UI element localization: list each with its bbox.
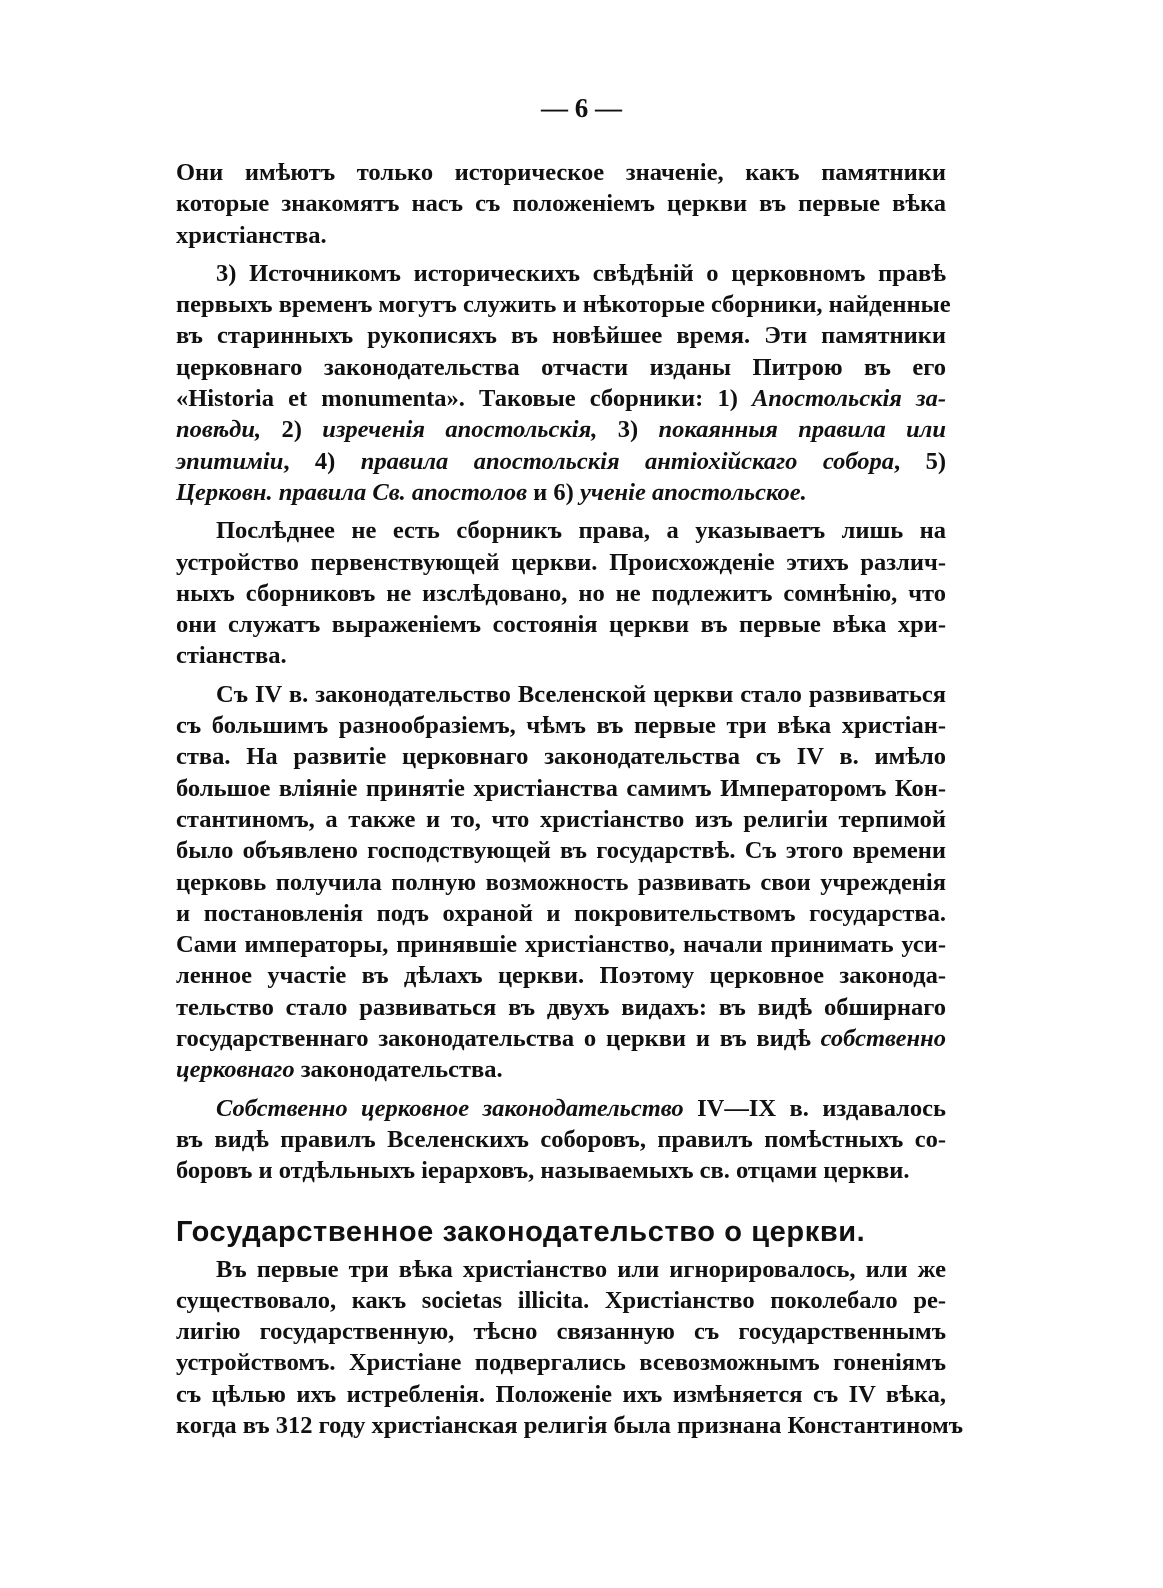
italic-run: церковнаго <box>176 1056 295 1084</box>
text-line <box>176 383 946 414</box>
italic-run: Апостольскія за- <box>751 385 947 413</box>
text-run: 2) <box>281 416 323 444</box>
text-line: въ старинныхъ рукописяхъ въ новѣйшее время. Эти памятники <box>176 322 946 350</box>
paragraph <box>176 679 946 1086</box>
text-line: съ цѣлью ихъ истребленія. Положеніе ихъ измѣняется съ IV вѣка, <box>176 1380 946 1408</box>
text-run: «Historia et monumenta». Таковые сборники: 1) <box>176 385 752 413</box>
text-line: боровъ и отдѣльныхъ іерарховъ, называемыхъ св. отцами церкви. <box>176 1157 910 1185</box>
text-line: первыхъ временъ могутъ служить и нѣкоторые сборники, найденные <box>176 291 951 319</box>
italic-run: ученіе апостольское. <box>579 478 807 506</box>
text-line <box>176 1054 946 1085</box>
text-line: существовало, какъ societas illicita. Христіанство поколебало ре- <box>176 1286 946 1314</box>
italic-run: Церковн. правила Св. апостолов <box>176 478 528 506</box>
text-line: устройствомъ. Христіане подвергались всевозможнымъ гоненіямъ <box>176 1349 946 1377</box>
text-line: 3) Источникомъ историческихъ свѣдѣній о церковномъ правѣ <box>216 259 946 287</box>
text-line: стіанства. <box>176 642 287 670</box>
text-run: , 4) <box>283 447 361 475</box>
text-run: 3) <box>617 416 659 444</box>
text-run: IV—IX в. издавалось <box>683 1094 946 1122</box>
text-line: большое вліяніе принятіе христіанства самимъ Императоромъ Кон- <box>176 774 946 802</box>
text-line: стантиномъ, а также и то, что христіанство изъ религіи терпимой <box>176 805 946 833</box>
text-run: государственнаго законодательства о церкви и въ видѣ <box>176 1025 821 1053</box>
paragraph <box>176 1093 946 1187</box>
text-line <box>176 477 946 508</box>
text-line: которые знакомятъ насъ съ положеніемъ церкви въ первые вѣка <box>176 190 946 218</box>
text-line: церковнаго законодательства отчасти изданы Питрою въ его <box>176 353 946 381</box>
text-line: Они имѣютъ только историческое значеніе, какъ памятники <box>176 159 946 186</box>
text-line: церковь получила полную возможность развивать свои учрежденія <box>176 868 946 896</box>
text-line: въ видѣ правилъ Вселенскихъ соборовъ, правилъ помѣстныхъ со- <box>176 1125 946 1153</box>
text-line: устройство первенствующей церкви. Происхожденіе этихъ различ- <box>176 548 946 576</box>
paragraph <box>176 157 946 251</box>
text-run: , 5) <box>894 447 946 475</box>
text-line: они служатъ выраженіемъ состоянія церкви въ первые вѣка хри- <box>176 611 946 639</box>
text-line: ныхъ сборниковъ не изслѣдовано, но не подлежитъ сомнѣнію, что <box>176 579 946 607</box>
italic-run: повѣди, <box>176 416 262 444</box>
paragraph <box>176 1254 964 1442</box>
paragraph <box>176 258 951 508</box>
italic-run: эпитиміи <box>176 447 284 475</box>
italic-run: правила апостольскія антіохійскаго собора <box>360 447 895 475</box>
text-line <box>176 1093 946 1124</box>
text-line <box>176 1023 946 1054</box>
text-line <box>176 414 946 445</box>
page-number: — 6 — <box>541 93 622 123</box>
text-line: лигію государственную, тѣсно связанную съ государственнымъ <box>176 1318 946 1346</box>
italic-run: Собственно церковное законодательство <box>216 1094 684 1122</box>
text-line: тельство стало развиваться въ двухъ видахъ: въ видѣ обширнаго <box>176 993 946 1021</box>
text-line <box>176 446 946 477</box>
text-line: было объявлено господствующей въ государствѣ. Съ этого времени <box>176 837 946 865</box>
section-heading: Государственное законодательство о церкви. <box>176 1215 866 1248</box>
italic-run: собственно <box>820 1025 946 1053</box>
text-line: Сами императоры, принявшіе христіанство, начали принимать уси- <box>176 931 946 959</box>
text-line: Съ IV в. законодательство Вселенской церкви стало развиваться <box>216 680 946 708</box>
text-run: и 6) <box>533 478 580 506</box>
italic-run: покаянныя правила или <box>658 416 946 444</box>
text-run: законодательства. <box>300 1056 503 1084</box>
text-body <box>176 157 964 1441</box>
text-line: и постановленія подъ охраной и покровительствомъ государства. <box>176 899 946 927</box>
text-line: христіанства. <box>176 221 327 249</box>
text-line: когда въ 312 году христіанская религія была признана Константиномъ <box>176 1411 964 1439</box>
paragraph <box>176 515 946 671</box>
italic-run: изреченія апостольскія, <box>322 416 598 444</box>
text-line: съ большимъ разнообразіемъ, чѣмъ въ первые три вѣка христіан- <box>176 712 946 740</box>
text-line: ства. На развитіе церковнаго законодательства съ IV в. имѣло <box>176 743 946 771</box>
text-line: Въ первые три вѣка христіанство или игнорировалось, или же <box>216 1255 946 1283</box>
text-line: Послѣднее не есть сборникъ права, а указываетъ лишь на <box>216 517 946 545</box>
text-line: ленное участіе въ дѣлахъ церкви. Поэтому церковное законода- <box>176 962 946 990</box>
